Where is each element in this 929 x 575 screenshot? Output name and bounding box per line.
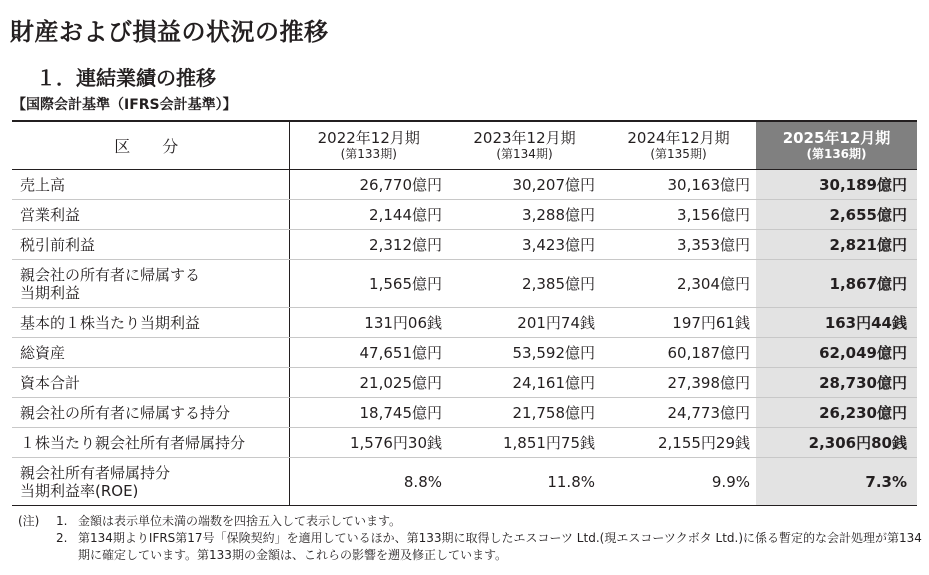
table-row [12,170,917,200]
consolidated-results-table [12,120,917,506]
table-cell-current: 2,655億円 [756,200,917,230]
table-cell: 30,163億円 [601,170,756,200]
table-cell: 47,651億円 [289,338,448,368]
row-label [12,458,289,506]
row-label: 税引前利益 [12,230,289,260]
table-cell: 2,304億円 [601,260,756,308]
table-cell: 8.8% [289,458,448,506]
table-row [12,338,917,368]
table-cell: 3,156億円 [601,200,756,230]
table-cell: 53,592億円 [448,338,601,368]
table-cell: 9.9% [601,458,756,506]
accounting-basis-label: 【国際会計基準（IFRS会計基準）】 [12,97,237,113]
table-cell: 2,155円29銭 [601,428,756,458]
table-cell: 24,773億円 [601,398,756,428]
column-header-fy2024 [601,121,756,170]
column-header-fy2023 [448,121,601,170]
table-cell: 24,161億円 [448,368,601,398]
column-year: 2025年12月期 [782,129,891,147]
table-cell: 1,851円75銭 [448,428,601,458]
table-cell-current: 1,867億円 [756,260,917,308]
column-term: (第135期) [650,147,707,161]
table-cell: 3,353億円 [601,230,756,260]
row-label: 資本合計 [12,368,289,398]
footnote-item [18,513,923,530]
row-label-line: 親会社の所有者に帰属する [20,265,201,284]
footnote-number: 2. [56,531,68,545]
row-label-line: 当期利益 [20,283,81,302]
row-label: 基本的１株当たり当期利益 [12,308,289,338]
table-row [12,260,917,308]
column-year: 2023年12月期 [473,129,576,147]
table-cell: 27,398億円 [601,368,756,398]
table-cell: 201円74銭 [448,308,601,338]
row-label: 総資産 [12,338,289,368]
table-cell: 2,144億円 [289,200,448,230]
table-cell: 60,187億円 [601,338,756,368]
table-cell-current: 163円44銭 [756,308,917,338]
table-cell: 18,745億円 [289,398,448,428]
footnote-indent [18,530,56,564]
table-row [12,428,917,458]
table-row [12,200,917,230]
column-year: 2022年12月期 [317,129,420,147]
table-cell-current: 28,730億円 [756,368,917,398]
table-cell-current: 26,230億円 [756,398,917,428]
footnotes [18,513,923,564]
table-cell: 2,312億円 [289,230,448,260]
column-term: (第136期) [806,147,867,161]
table-cell-current: 7.3% [756,458,917,506]
table-cell-current: 2,821億円 [756,230,917,260]
table-row [12,230,917,260]
table-cell-current: 30,189億円 [756,170,917,200]
row-label-line: 親会社所有者帰属持分 [20,463,171,482]
table-cell: 1,576円30銭 [289,428,448,458]
footnote-text: 第134期よりIFRS第17号「保険契約」を適用しているほか、第133期に取得したエスコーツ Ltd.(現エスコーツクボタ Ltd.)に係る暫定的な会計処理が第134期に確定しています。第133期の金額は、これらの影響を遡及修正しています。 [78,531,922,562]
table-cell-current: 62,049億円 [756,338,917,368]
table-header-row [12,121,917,170]
row-label: 売上高 [12,170,289,200]
table-cell: 3,423億円 [448,230,601,260]
table-cell-current: 2,306円80銭 [756,428,917,458]
row-label: １株当たり親会社所有者帰属持分 [12,428,289,458]
row-label [12,260,289,308]
footnote-item [18,530,923,564]
table-cell: 3,288億円 [448,200,601,230]
table-cell: 26,770億円 [289,170,448,200]
column-term: (第134期) [496,147,553,161]
table-cell: 197円61銭 [601,308,756,338]
table-row [12,308,917,338]
row-label: 親会社の所有者に帰属する持分 [12,398,289,428]
table-cell: 1,565億円 [289,260,448,308]
table-cell: 21,025億円 [289,368,448,398]
page-title: 財産および損益の状況の推移 [10,18,329,46]
table-row [12,368,917,398]
section-title: １．連結業績の推移 [36,66,216,90]
table-row [12,458,917,506]
footnote-prefix: (注) [18,514,40,528]
table-cell: 11.8% [448,458,601,506]
column-header-fy2025-current [756,121,917,170]
table-cell: 21,758億円 [448,398,601,428]
footnote-number: 1. [56,514,68,528]
category-header: 区 分 [12,121,289,170]
table-cell: 2,385億円 [448,260,601,308]
row-label-line: 当期利益率(ROE) [20,481,139,500]
column-header-fy2022 [289,121,448,170]
footnote-text: 金額は表示単位未満の端数を四捨五入して表示しています。 [78,514,402,528]
column-year: 2024年12月期 [627,129,730,147]
row-label: 営業利益 [12,200,289,230]
column-term: (第133期) [340,147,397,161]
table-cell: 30,207億円 [448,170,601,200]
table-cell: 131円06銭 [289,308,448,338]
table-row [12,398,917,428]
